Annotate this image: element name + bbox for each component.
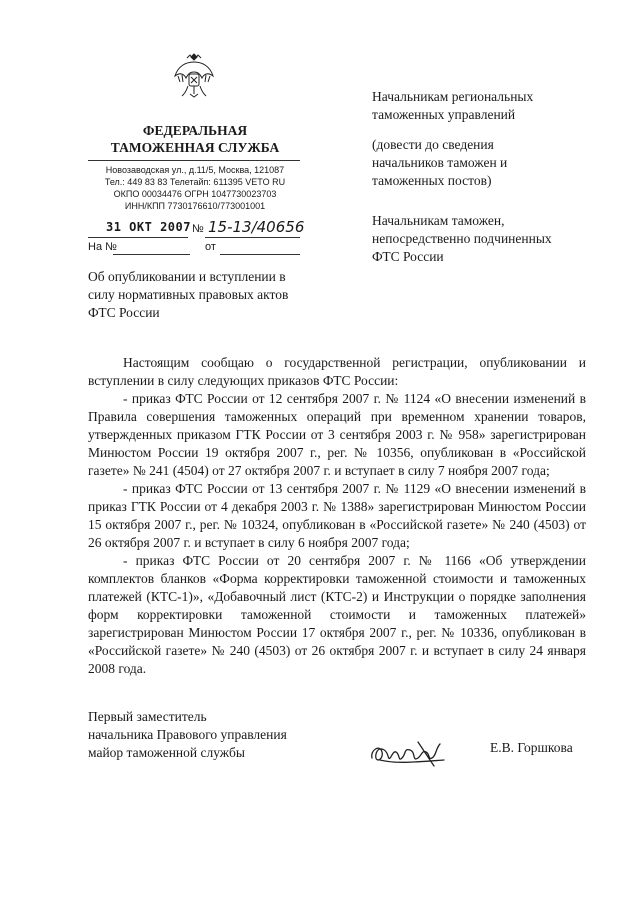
from-label: от [205, 241, 216, 253]
outgoing-date-stamp: 31 ОКТ 2007 [106, 220, 191, 234]
from-date-line [220, 254, 300, 255]
contact-okpo: ОКПО 00034476 ОГРН 1047730023703 [113, 189, 277, 199]
subject-line: Об опубликовании и вступлении в [88, 269, 286, 284]
recipient-group-2 [372, 212, 612, 266]
position-line: начальника Правового управления [88, 727, 287, 742]
letter-subject [88, 268, 318, 322]
position-line: майор таможенной службы [88, 745, 245, 760]
contact-address: Новозаводская ул., д.11/5, Москва, 121087 [105, 165, 285, 175]
recipient-line: таможенных постов) [372, 173, 492, 188]
letter-body [88, 354, 586, 678]
org-name-line2: ТАМОЖЕННАЯ СЛУЖБА [110, 140, 280, 155]
outgoing-number: 15-13/40656 [208, 218, 305, 236]
body-intro: Настоящим сообщаю о государственной регистрации, опубликовании и вступлении в силу следующих приказов ФТС России: [88, 355, 586, 388]
recipient-line: Начальникам региональных [372, 89, 534, 104]
signatory-name: Е.В. Горшкова [490, 740, 573, 755]
handwritten-signature [366, 730, 450, 774]
contact-phone: Тел.: 449 83 83 Телетайп: 611395 VETO RU [104, 177, 286, 187]
reply-to-label: На № [88, 241, 117, 253]
recipient-line: ФТС России [372, 249, 444, 264]
body-item-order-1124: - приказ ФТС России от 12 сентября 2007 г. № 1124 «О внесении изменений в Правила совершения таможенных операций при временном хранении товаров, утвержденных приказом ГТК России от 3 сентября 2003 г. № 958» зарегистрирован Минюстом России 19 октября 2007 г., рег. № 10356, опубликован в «Российской газете» № 241 (4504) от 27 октября 2007 г. и вступает в силу 7 ноября 2007 года; [88, 391, 586, 478]
body-item-order-1129: - приказ ФТС России от 13 сентября 2007 г. № 1129 «О внесении изменений в приказ ГТК России от 4 декабря 2003 г. № 1388» зарегистрирован Минюстом России 15 октября 2007 г., рег. № 10324, опубликован в «Российской газете» № 240 (4503) от 26 октября 2007 г. и вступает в силу 6 ноября 2007 года; [88, 481, 586, 550]
recipient-group-1 [372, 88, 612, 124]
contact-inn: ИНН/КПП 7730176610/773001001 [124, 201, 266, 211]
date-underline [88, 237, 188, 238]
recipient-line: Начальникам таможен, [372, 213, 505, 228]
position-line: Первый заместитель [88, 709, 207, 724]
number-underline [205, 237, 300, 238]
number-label: № [192, 223, 204, 235]
subject-line: силу нормативных правовых актов [88, 287, 289, 302]
recipient-line: таможенных управлений [372, 107, 516, 122]
recipient-group-1-note [372, 136, 612, 190]
recipient-line: начальников таможен и [372, 155, 508, 170]
signatory-position [88, 708, 348, 762]
recipient-line: (довести до сведения [372, 137, 494, 152]
body-item-order-1166: - приказ ФТС России от 20 сентября 2007 г. № 1166 «Об утверждении комплектов бланков «Форма корректировки таможенной стоимости и таможенных платежей (КТС-1)», «Добавочный лист (КТС-2) и Инструкции о порядке заполнения форм корректировки таможенной стоимости и таможенных платежей» зарегистрирован Минюстом России 17 октября 2007 г., рег. № 10336, опубликован в «Российской газете» № 240 (4503) от 26 октября 2007 г. и вступает в силу 24 января 2008 года. [88, 553, 586, 676]
org-name-line1: ФЕДЕРАЛЬНАЯ [142, 123, 248, 138]
coat-of-arms-emblem [172, 50, 216, 100]
recipient-line: непосредственно подчиненных [372, 231, 552, 246]
header-divider [88, 160, 300, 161]
subject-line: ФТС России [88, 305, 160, 320]
reply-number-line [113, 254, 190, 255]
